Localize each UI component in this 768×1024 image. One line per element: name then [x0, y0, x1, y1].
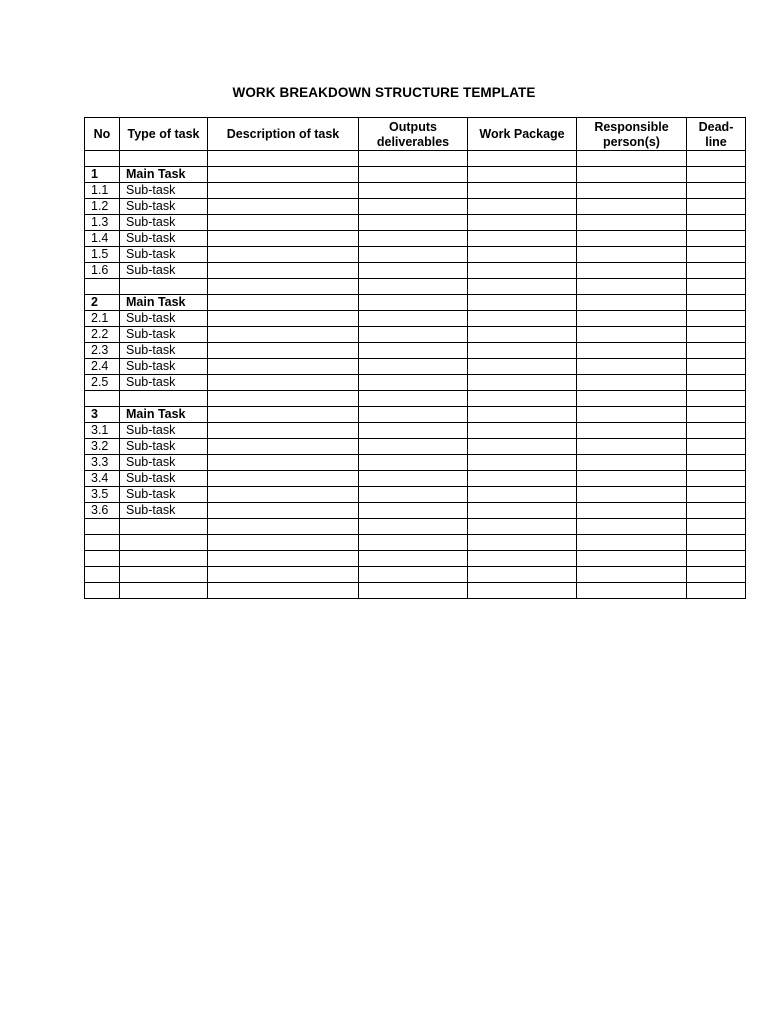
responsible-cell — [577, 503, 687, 519]
header-outputs-deliverables: Outputs deliverables — [359, 118, 468, 151]
responsible-cell — [577, 439, 687, 455]
work-package-cell — [468, 215, 577, 231]
header-row — [85, 118, 746, 151]
sub-task-row — [85, 327, 746, 343]
task-number-cell: 1 — [85, 167, 120, 183]
responsible-cell — [577, 487, 687, 503]
task-number-cell: 3.5 — [85, 487, 120, 503]
description-cell — [208, 151, 359, 167]
responsible-cell — [577, 199, 687, 215]
deadline-cell — [687, 183, 746, 199]
work-package-cell — [468, 311, 577, 327]
work-package-cell — [468, 359, 577, 375]
description-cell — [208, 199, 359, 215]
deadline-cell — [687, 503, 746, 519]
task-type-cell — [120, 583, 208, 599]
description-cell — [208, 567, 359, 583]
header-responsible-persons: Responsible person(s) — [577, 118, 687, 151]
work-package-cell — [468, 263, 577, 279]
deadline-cell — [687, 279, 746, 295]
deadline-cell — [687, 519, 746, 535]
main-task-row — [85, 295, 746, 311]
description-cell — [208, 359, 359, 375]
work-package-cell — [468, 551, 577, 567]
task-type-cell — [120, 391, 208, 407]
description-cell — [208, 311, 359, 327]
description-cell — [208, 407, 359, 423]
task-number-cell: 1.1 — [85, 183, 120, 199]
responsible-cell — [577, 471, 687, 487]
table-header — [85, 118, 746, 151]
task-type-cell: Main Task — [120, 295, 208, 311]
deadline-cell — [687, 151, 746, 167]
responsible-cell — [577, 215, 687, 231]
task-number-cell — [85, 279, 120, 295]
deadline-cell — [687, 375, 746, 391]
blank-row — [85, 519, 746, 535]
task-type-cell: Sub-task — [120, 247, 208, 263]
outputs-cell — [359, 567, 468, 583]
work-package-cell — [468, 279, 577, 295]
deadline-cell — [687, 455, 746, 471]
work-package-cell — [468, 327, 577, 343]
sub-task-row — [85, 487, 746, 503]
task-number-cell — [85, 535, 120, 551]
deadline-cell — [687, 295, 746, 311]
responsible-cell — [577, 247, 687, 263]
task-number-cell: 3.6 — [85, 503, 120, 519]
task-number-cell: 1.6 — [85, 263, 120, 279]
task-type-cell: Sub-task — [120, 487, 208, 503]
outputs-cell — [359, 487, 468, 503]
outputs-cell — [359, 279, 468, 295]
outputs-cell — [359, 551, 468, 567]
work-package-cell — [468, 151, 577, 167]
description-cell — [208, 519, 359, 535]
task-number-cell — [85, 551, 120, 567]
task-number-cell — [85, 519, 120, 535]
description-cell — [208, 551, 359, 567]
blank-row — [85, 535, 746, 551]
sub-task-row — [85, 263, 746, 279]
task-type-cell: Main Task — [120, 167, 208, 183]
work-package-cell — [468, 183, 577, 199]
responsible-cell — [577, 375, 687, 391]
outputs-cell — [359, 247, 468, 263]
deadline-cell — [687, 263, 746, 279]
task-number-cell: 1.2 — [85, 199, 120, 215]
work-package-cell — [468, 247, 577, 263]
task-number-cell — [85, 567, 120, 583]
blank-row — [85, 551, 746, 567]
work-package-cell — [468, 519, 577, 535]
outputs-cell — [359, 151, 468, 167]
task-type-cell — [120, 535, 208, 551]
work-package-cell — [468, 407, 577, 423]
task-type-cell — [120, 519, 208, 535]
table-body — [85, 151, 746, 599]
responsible-cell — [577, 391, 687, 407]
description-cell — [208, 327, 359, 343]
description-cell — [208, 375, 359, 391]
deadline-cell — [687, 535, 746, 551]
task-type-cell: Sub-task — [120, 231, 208, 247]
task-number-cell: 2.5 — [85, 375, 120, 391]
responsible-cell — [577, 359, 687, 375]
description-cell — [208, 391, 359, 407]
description-cell — [208, 231, 359, 247]
responsible-cell — [577, 327, 687, 343]
task-number-cell: 3.4 — [85, 471, 120, 487]
work-package-cell — [468, 295, 577, 311]
page-title: WORK BREAKDOWN STRUCTURE TEMPLATE — [232, 85, 536, 100]
task-type-cell: Main Task — [120, 407, 208, 423]
task-type-cell: Sub-task — [120, 439, 208, 455]
deadline-cell — [687, 215, 746, 231]
responsible-cell — [577, 535, 687, 551]
task-type-cell — [120, 567, 208, 583]
header-work-package: Work Package — [468, 118, 577, 151]
sub-task-row — [85, 343, 746, 359]
responsible-cell — [577, 455, 687, 471]
deadline-cell — [687, 327, 746, 343]
task-type-cell: Sub-task — [120, 471, 208, 487]
header-description-of-task: Description of task — [208, 118, 359, 151]
sub-task-row — [85, 199, 746, 215]
outputs-cell — [359, 407, 468, 423]
sub-task-row — [85, 231, 746, 247]
outputs-cell — [359, 375, 468, 391]
outputs-cell — [359, 327, 468, 343]
description-cell — [208, 455, 359, 471]
sub-task-row — [85, 423, 746, 439]
responsible-cell — [577, 231, 687, 247]
deadline-cell — [687, 391, 746, 407]
blank-row — [85, 279, 746, 295]
outputs-cell — [359, 455, 468, 471]
sub-task-row — [85, 215, 746, 231]
outputs-cell — [359, 359, 468, 375]
description-cell — [208, 295, 359, 311]
description-cell — [208, 535, 359, 551]
work-package-cell — [468, 167, 577, 183]
header-type-of-task: Type of task — [120, 118, 208, 151]
work-package-cell — [468, 471, 577, 487]
outputs-cell — [359, 583, 468, 599]
sub-task-row — [85, 247, 746, 263]
deadline-cell — [687, 551, 746, 567]
task-number-cell — [85, 151, 120, 167]
task-number-cell: 1.5 — [85, 247, 120, 263]
task-type-cell: Sub-task — [120, 215, 208, 231]
sub-task-row — [85, 359, 746, 375]
work-package-cell — [468, 231, 577, 247]
task-type-cell: Sub-task — [120, 423, 208, 439]
description-cell — [208, 247, 359, 263]
description-cell — [208, 183, 359, 199]
work-package-cell — [468, 439, 577, 455]
responsible-cell — [577, 551, 687, 567]
deadline-cell — [687, 167, 746, 183]
deadline-cell — [687, 231, 746, 247]
description-cell — [208, 343, 359, 359]
work-package-cell — [468, 487, 577, 503]
task-number-cell: 3.3 — [85, 455, 120, 471]
task-type-cell — [120, 279, 208, 295]
responsible-cell — [577, 423, 687, 439]
outputs-cell — [359, 439, 468, 455]
responsible-cell — [577, 311, 687, 327]
responsible-cell — [577, 583, 687, 599]
deadline-cell — [687, 359, 746, 375]
deadline-cell — [687, 567, 746, 583]
sub-task-row — [85, 455, 746, 471]
blank-row — [85, 151, 746, 167]
outputs-cell — [359, 471, 468, 487]
deadline-cell — [687, 407, 746, 423]
deadline-cell — [687, 343, 746, 359]
description-cell — [208, 583, 359, 599]
description-cell — [208, 487, 359, 503]
outputs-cell — [359, 295, 468, 311]
deadline-cell — [687, 439, 746, 455]
work-package-cell — [468, 391, 577, 407]
header-no: No — [85, 118, 120, 151]
outputs-cell — [359, 535, 468, 551]
outputs-cell — [359, 263, 468, 279]
outputs-cell — [359, 167, 468, 183]
task-number-cell: 2.2 — [85, 327, 120, 343]
outputs-cell — [359, 503, 468, 519]
work-package-cell — [468, 583, 577, 599]
task-type-cell: Sub-task — [120, 199, 208, 215]
task-number-cell: 2.4 — [85, 359, 120, 375]
main-task-row — [85, 407, 746, 423]
responsible-cell — [577, 295, 687, 311]
sub-task-row — [85, 311, 746, 327]
blank-row — [85, 567, 746, 583]
responsible-cell — [577, 183, 687, 199]
task-type-cell: Sub-task — [120, 327, 208, 343]
responsible-cell — [577, 343, 687, 359]
responsible-cell — [577, 263, 687, 279]
blank-row — [85, 583, 746, 599]
sub-task-row — [85, 375, 746, 391]
task-number-cell: 1.4 — [85, 231, 120, 247]
task-type-cell: Sub-task — [120, 263, 208, 279]
task-number-cell — [85, 583, 120, 599]
task-type-cell: Sub-task — [120, 343, 208, 359]
outputs-cell — [359, 215, 468, 231]
outputs-cell — [359, 183, 468, 199]
task-number-cell: 3.1 — [85, 423, 120, 439]
work-package-cell — [468, 375, 577, 391]
description-cell — [208, 279, 359, 295]
task-number-cell: 3 — [85, 407, 120, 423]
outputs-cell — [359, 311, 468, 327]
task-type-cell: Sub-task — [120, 359, 208, 375]
description-cell — [208, 503, 359, 519]
task-number-cell: 3.2 — [85, 439, 120, 455]
responsible-cell — [577, 151, 687, 167]
deadline-cell — [687, 247, 746, 263]
outputs-cell — [359, 391, 468, 407]
task-type-cell: Sub-task — [120, 311, 208, 327]
deadline-cell — [687, 471, 746, 487]
description-cell — [208, 263, 359, 279]
sub-task-row — [85, 183, 746, 199]
work-package-cell — [468, 343, 577, 359]
outputs-cell — [359, 231, 468, 247]
work-package-cell — [468, 455, 577, 471]
deadline-cell — [687, 199, 746, 215]
responsible-cell — [577, 167, 687, 183]
sub-task-row — [85, 439, 746, 455]
task-type-cell: Sub-task — [120, 503, 208, 519]
description-cell — [208, 423, 359, 439]
work-package-cell — [468, 199, 577, 215]
sub-task-row — [85, 503, 746, 519]
header-deadline: Dead-line — [687, 118, 746, 151]
outputs-cell — [359, 519, 468, 535]
responsible-cell — [577, 567, 687, 583]
responsible-cell — [577, 407, 687, 423]
deadline-cell — [687, 423, 746, 439]
task-type-cell: Sub-task — [120, 183, 208, 199]
task-type-cell — [120, 551, 208, 567]
work-package-cell — [468, 535, 577, 551]
outputs-cell — [359, 199, 468, 215]
sub-task-row — [85, 471, 746, 487]
task-number-cell: 2.1 — [85, 311, 120, 327]
deadline-cell — [687, 311, 746, 327]
responsible-cell — [577, 279, 687, 295]
description-cell — [208, 439, 359, 455]
description-cell — [208, 471, 359, 487]
description-cell — [208, 167, 359, 183]
work-package-cell — [468, 423, 577, 439]
blank-row — [85, 391, 746, 407]
task-type-cell: Sub-task — [120, 375, 208, 391]
wbs-table — [84, 117, 746, 599]
task-number-cell: 2.3 — [85, 343, 120, 359]
responsible-cell — [577, 519, 687, 535]
work-package-cell — [468, 567, 577, 583]
work-package-cell — [468, 503, 577, 519]
description-cell — [208, 215, 359, 231]
task-number-cell: 1.3 — [85, 215, 120, 231]
task-type-cell — [120, 151, 208, 167]
outputs-cell — [359, 423, 468, 439]
main-task-row — [85, 167, 746, 183]
deadline-cell — [687, 583, 746, 599]
deadline-cell — [687, 487, 746, 503]
task-number-cell: 2 — [85, 295, 120, 311]
task-type-cell: Sub-task — [120, 455, 208, 471]
outputs-cell — [359, 343, 468, 359]
task-number-cell — [85, 391, 120, 407]
